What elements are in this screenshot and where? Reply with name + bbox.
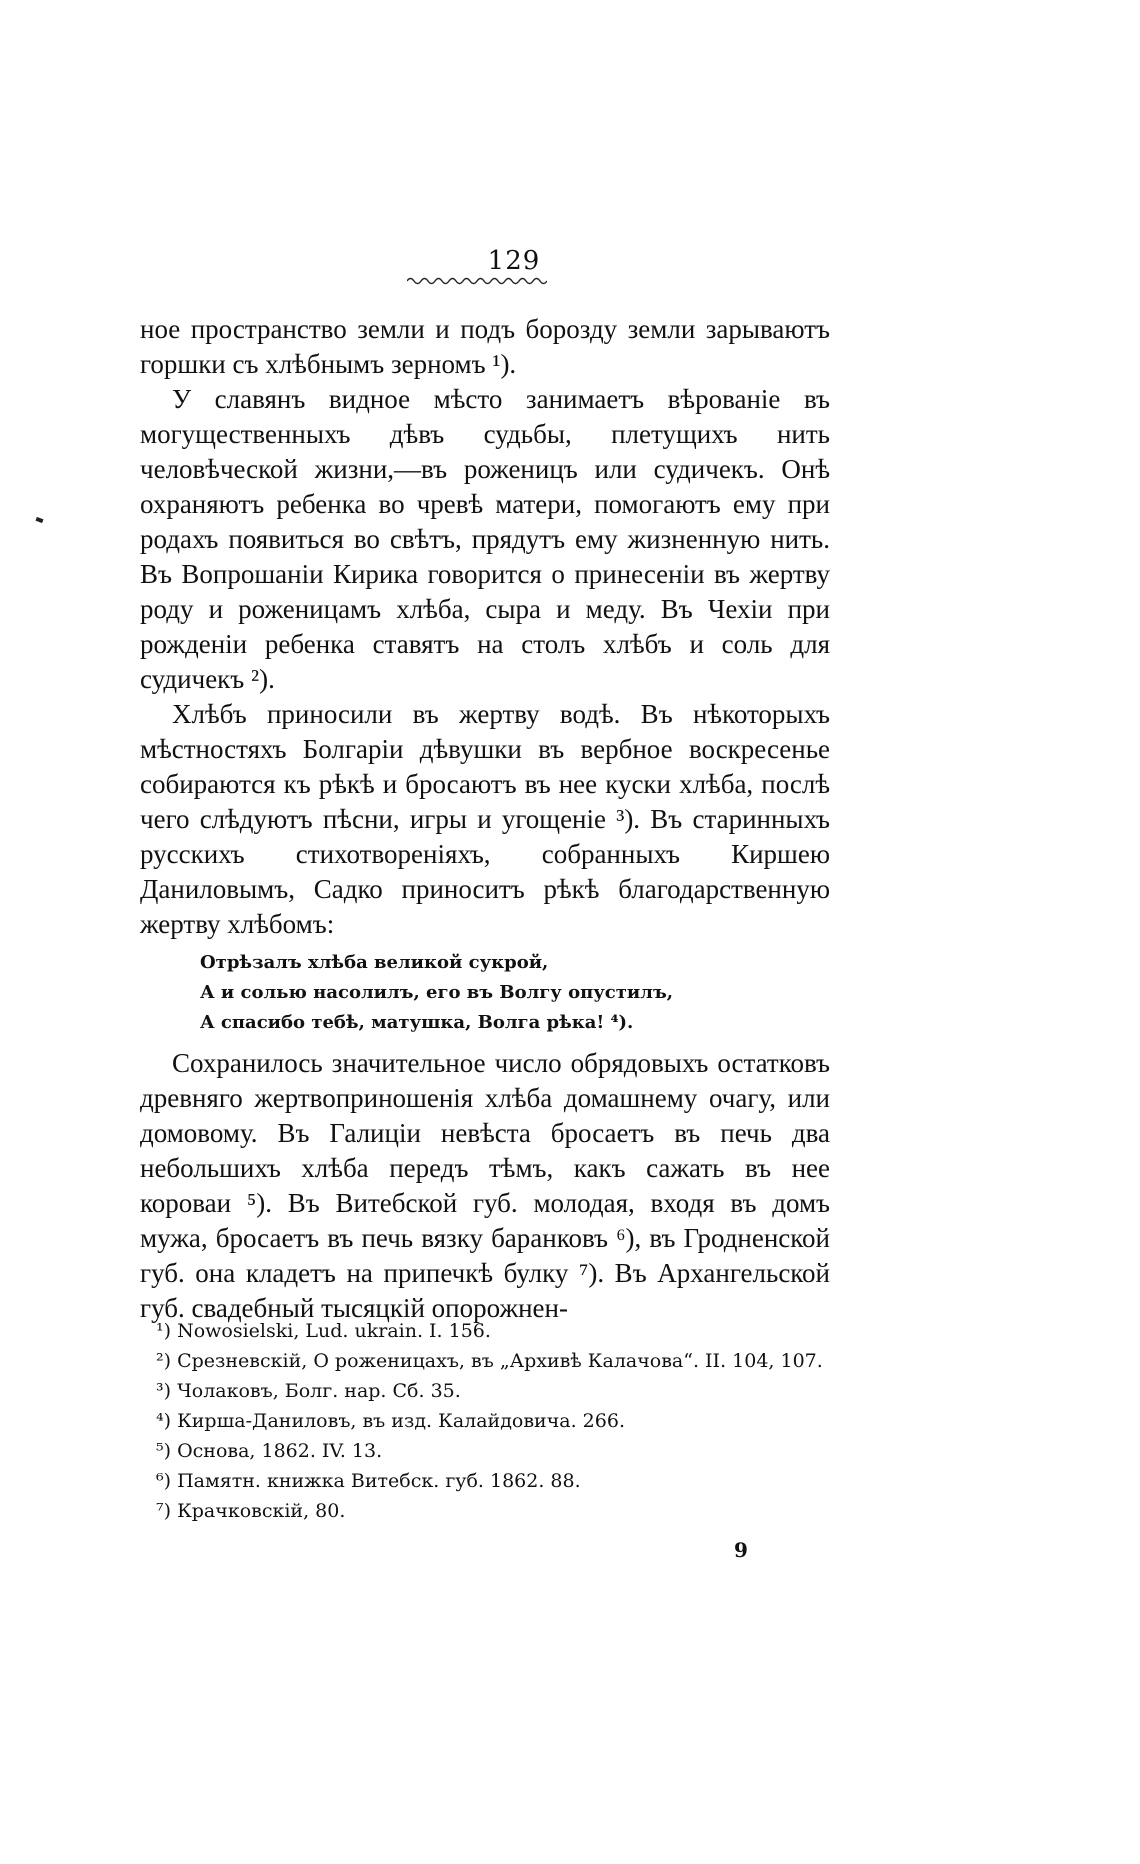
footnotes (140, 1316, 830, 1526)
paragraph-4: Сохранилось значительное число обрядовыхъ остатковъ древняго жертвоприношенія хлѣба домашнему очагу, или домовому. Въ Галиціи невѣста бросаетъ въ печь два небольшихъ хлѣба передъ тѣмъ, какъ сажать въ нее короваи ⁵). Въ Витебской губ. молодая, входя въ домъ мужа, бросаетъ въ печь вязку баранковъ ⁶), въ Гродненской губ. она кладетъ на припечкѣ булку ⁷). Въ Архангельской губ. свадебный тысяцкій опорожнен- (140, 1048, 830, 1323)
poem-quote (200, 948, 830, 1038)
footnote-1: ¹) Nowosielski, Lud. ukrain. I. 156. (156, 1320, 491, 1342)
footnote-6: ⁶) Памятн. книжка Витебск. губ. 1862. 88. (156, 1470, 581, 1492)
paragraph-2: У славянъ видное мѣсто занимаетъ вѣрованіе въ могущественныхъ дѣвъ судьбы, плетущихъ нить человѣческой жизни,—въ роженицъ или судичекъ. Онѣ охраняютъ ребенка во чревѣ матери, помогаютъ ему при родахъ появиться во свѣтъ, прядутъ ему жизненную нить. Въ Вопрошаніи Кирика говорится о принесеніи въ жертву роду и роженицамъ хлѣба, сыра и меду. Въ Чехіи при рожденіи ребенка ставятъ на столъ хлѣбъ и соль для судичекъ ²). (140, 384, 830, 694)
scan-speck (36, 517, 44, 523)
footnote-7: ⁷) Крачковскій, 80. (156, 1500, 346, 1522)
paragraph-1: ное пространство земли и подъ борозду земли зарываютъ горшки съ хлѣбнымъ зерномъ ¹). (140, 314, 830, 379)
poem-line: А спасибо тебѣ, матушка, Волга рѣка! ⁴). (200, 1012, 634, 1033)
footnote-4: ⁴) Кирша-Даниловъ, въ изд. Калайдовича. 266. (156, 1410, 625, 1432)
footnote-2: ²) Срезневскій, О роженицахъ, въ „Архивѣ Калачова“. II. 104, 107. (156, 1350, 823, 1372)
footnote-3: ³) Чолаковъ, Болг. нар. Сб. 35. (156, 1380, 461, 1402)
main-text (140, 312, 830, 1326)
footnote-5: ⁵) Основа, 1862. IV. 13. (156, 1440, 383, 1462)
page-number: 129 (487, 246, 541, 276)
poem-line: Отрѣзалъ хлѣба великой сукрой, (200, 952, 549, 973)
signature-mark: 9 (734, 1538, 748, 1562)
wavy-rule-ornament (407, 276, 547, 286)
paragraph-3: Хлѣбъ приносили въ жертву водѣ. Въ нѣкоторыхъ мѣстностяхъ Болгаріи дѣвушки въ вербное воскресенье собираются къ рѣкѣ и бросаютъ въ нее куски хлѣба, послѣ чего слѣдуютъ пѣсни, игры и угощеніе ³). Въ старинныхъ русскихъ стихотвореніяхъ, собранныхъ Киршею Даниловымъ, Садко приноситъ рѣкѣ благодарственную жертву хлѣбомъ: (140, 699, 830, 939)
poem-line: А и солью насолилъ, его въ Волгу опустилъ, (200, 982, 674, 1003)
